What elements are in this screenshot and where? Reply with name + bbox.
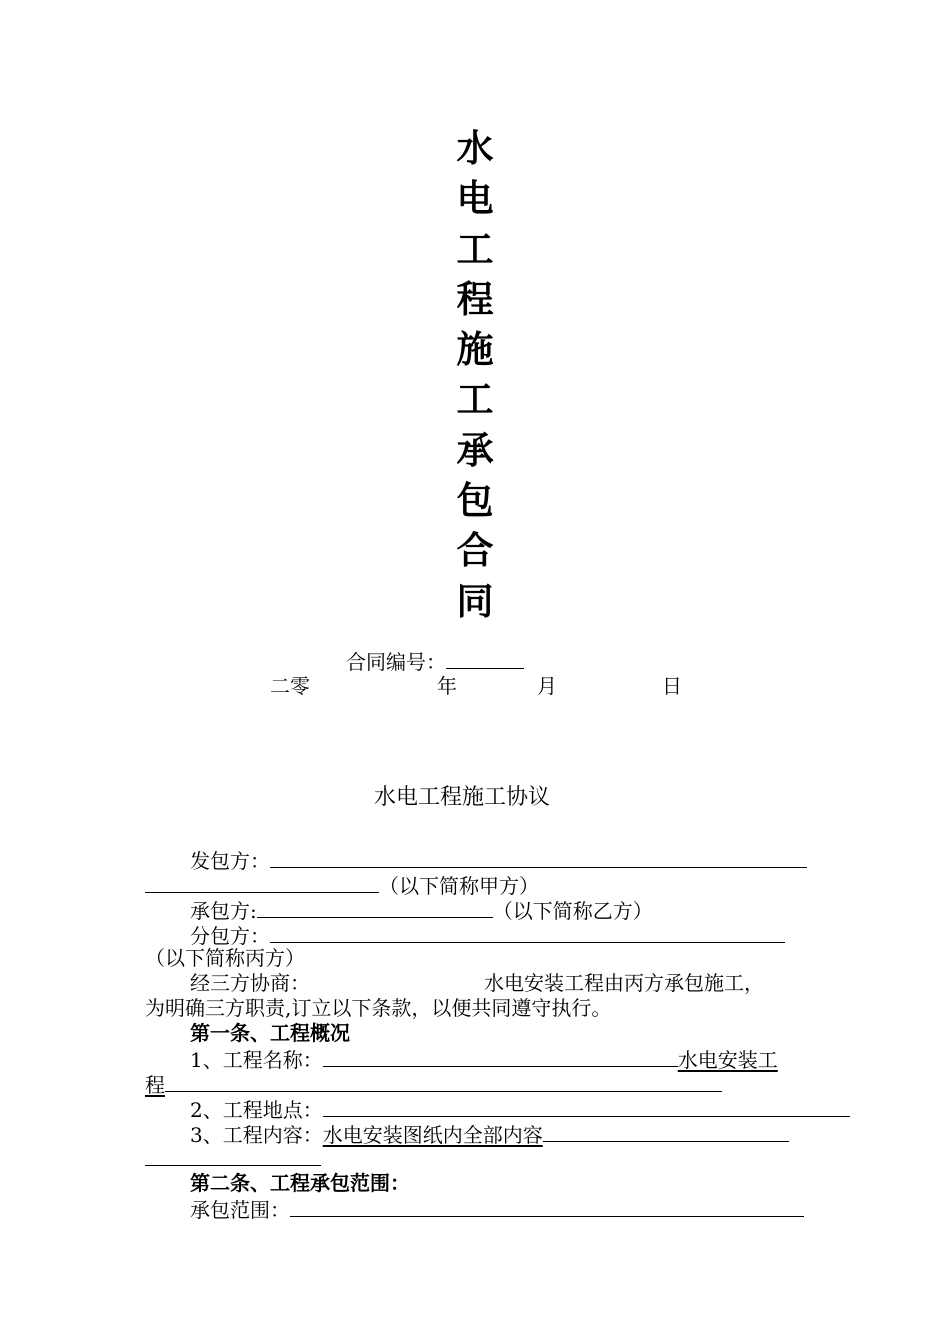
contract-number-blank — [446, 648, 524, 669]
contract-number-row — [346, 648, 524, 674]
agreement-title: 水电工程施工协议 — [374, 785, 551, 810]
party-a-blank — [270, 847, 807, 868]
cover-title-char: 承 — [456, 428, 494, 472]
item3-label: 3、工程内容： — [190, 1123, 323, 1147]
cover-title-char: 合 — [456, 529, 494, 573]
party-b-blank — [257, 897, 493, 918]
contract-number-label: 合同编号： — [346, 650, 446, 674]
article2-heading: 第二条、工程承包范围： — [190, 1171, 410, 1195]
item3-continuation-rule — [145, 1165, 321, 1166]
item3-blank — [543, 1121, 789, 1142]
party-a-label: 发包方： — [190, 849, 270, 873]
party-b-suffix: （以下简称乙方） — [492, 899, 653, 923]
cover-title-char: 工 — [456, 227, 494, 271]
party-b-label: 承包方: — [190, 899, 257, 923]
preamble-1a: 经三方协商： — [190, 971, 310, 995]
date-day: 日 — [662, 674, 682, 698]
cover-title-char: 水 — [456, 127, 494, 170]
cover-title-char: 施 — [456, 328, 494, 372]
preamble-1b: 水电安装工程由丙方承包施工， — [484, 971, 764, 995]
party-c-row — [190, 922, 785, 948]
party-a-suffix: （以下简称甲方） — [379, 874, 539, 898]
item1-blank — [323, 1046, 678, 1067]
item2-blank — [323, 1096, 850, 1117]
cover-title-char: 工 — [456, 378, 494, 422]
party-c-label: 分包方： — [190, 924, 270, 948]
item2-label: 2、工程地点： — [190, 1098, 323, 1122]
item1-row — [190, 1046, 778, 1072]
party-b-row — [190, 897, 653, 923]
cover-title-char: 同 — [456, 579, 494, 623]
item3-value: 水电安装图纸内全部内容 — [322, 1123, 543, 1147]
scope-row — [190, 1196, 804, 1222]
party-a-row-2 — [145, 872, 539, 898]
item1-label: 1、工程名称： — [190, 1048, 323, 1072]
cover-title — [452, 124, 498, 627]
party-c-suffix: （以下简称丙方） — [145, 946, 305, 970]
date-month: 月 — [537, 674, 557, 698]
party-a-row — [190, 847, 807, 873]
cover-title-char: 程 — [456, 277, 494, 321]
item3-row — [190, 1121, 789, 1147]
party-a-blank-2 — [145, 872, 379, 893]
date-year: 年 — [437, 674, 457, 698]
cover-title-char: 电 — [456, 177, 494, 221]
item1-value-a: 水电安装工 — [677, 1048, 778, 1072]
scope-label: 承包范围： — [190, 1198, 290, 1222]
article1-heading: 第一条、工程概况 — [190, 1021, 350, 1045]
date-prefix: 二零 — [270, 674, 310, 698]
scope-blank — [290, 1196, 804, 1217]
party-c-blank — [270, 922, 785, 943]
cover-title-char: 包 — [456, 479, 494, 523]
item1-row-2 — [145, 1071, 722, 1097]
item1-value-b: 程 — [145, 1073, 165, 1097]
item1-blank-2 — [165, 1071, 722, 1092]
item2-row — [190, 1096, 850, 1122]
preamble-2: 为明确三方职责,订立以下条款，以便共同遵守执行。 — [145, 996, 612, 1020]
